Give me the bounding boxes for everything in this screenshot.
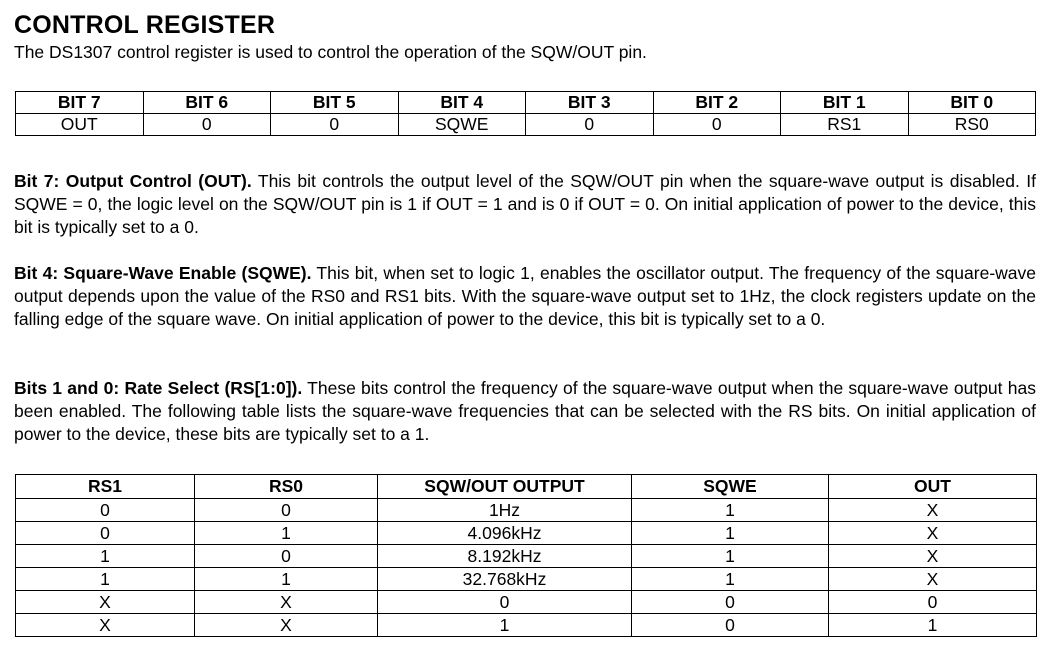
register-value-cell: 0 [271, 114, 399, 136]
register-value-cell: SQWE [398, 114, 526, 136]
register-header-cell: BIT 7 [16, 92, 144, 114]
rate-header-cell: OUT [829, 475, 1037, 499]
register-value-cell: 0 [653, 114, 781, 136]
table-row [16, 545, 1037, 568]
rate-cell-out: X [829, 499, 1037, 522]
rate-cell-output: 1Hz [378, 499, 632, 522]
rate-cell-rs0: X [195, 614, 378, 637]
rate-cell-rs0: 1 [195, 568, 378, 591]
register-header-cell: BIT 3 [526, 92, 654, 114]
section-title: CONTROL REGISTER [14, 11, 276, 39]
rate-cell-sqwe: 0 [632, 591, 829, 614]
rate-cell-sqwe: 1 [632, 545, 829, 568]
table-row [16, 568, 1037, 591]
rate-cell-out: X [829, 545, 1037, 568]
register-header-cell: BIT 2 [653, 92, 781, 114]
rate-cell-output: 1 [378, 614, 632, 637]
rate-cell-output: 8.192kHz [378, 545, 632, 568]
rate-cell-out: X [829, 568, 1037, 591]
rate-header-row [16, 475, 1037, 499]
rate-cell-rs0: 0 [195, 545, 378, 568]
paragraph-body: This bit, when set to logic 1, enables the oscillator output. The frequency of the square-wave output depends upon the value of the RS0 and RS1 bits. With the square-wave output set to 1Hz, the clock registers update on the falling edge of the square wave. On initial application of power to the device, this bit is typically set to a 0. [14, 263, 1036, 329]
rate-cell-rs1: X [16, 591, 195, 614]
rate-cell-out: X [829, 522, 1037, 545]
rate-cell-out: 1 [829, 614, 1037, 637]
register-header-cell: BIT 5 [271, 92, 399, 114]
rate-cell-rs1: 0 [16, 522, 195, 545]
paragraph-lead: Bit 7: Output Control (OUT). [14, 171, 252, 191]
register-value-cell: 0 [143, 114, 271, 136]
rate-cell-sqwe: 1 [632, 568, 829, 591]
rate-cell-rs0: X [195, 591, 378, 614]
rate-cell-sqwe: 1 [632, 522, 829, 545]
section-subtitle: The DS1307 control register is used to control the operation of the SQW/OUT pin. [14, 42, 647, 62]
rate-cell-rs1: 0 [16, 499, 195, 522]
rate-header-cell: SQW/OUT OUTPUT [378, 475, 632, 499]
table-row [16, 499, 1037, 522]
paragraph-output-control [14, 170, 1036, 239]
table-row [16, 591, 1037, 614]
rate-cell-output: 32.768kHz [378, 568, 632, 591]
register-bit-table [15, 91, 1036, 136]
register-header-cell: BIT 6 [143, 92, 271, 114]
table-row [16, 614, 1037, 637]
rate-cell-rs1: 1 [16, 568, 195, 591]
register-header-row [16, 92, 1036, 114]
rate-cell-rs1: 1 [16, 545, 195, 568]
rate-cell-rs1: X [16, 614, 195, 637]
rate-header-cell: RS0 [195, 475, 378, 499]
paragraph-square-wave-enable [14, 262, 1036, 331]
register-value-cell: OUT [16, 114, 144, 136]
rate-header-cell: RS1 [16, 475, 195, 499]
rate-cell-output: 4.096kHz [378, 522, 632, 545]
rate-cell-sqwe: 1 [632, 499, 829, 522]
rate-select-table [15, 474, 1037, 637]
paragraph-rate-select [14, 377, 1036, 446]
register-header-cell: BIT 4 [398, 92, 526, 114]
rate-cell-sqwe: 0 [632, 614, 829, 637]
rate-cell-rs0: 0 [195, 499, 378, 522]
paragraph-lead: Bits 1 and 0: Rate Select (RS[1:0]). [14, 378, 303, 398]
register-value-cell: 0 [526, 114, 654, 136]
register-header-cell: BIT 1 [781, 92, 909, 114]
rate-cell-output: 0 [378, 591, 632, 614]
rate-cell-rs0: 1 [195, 522, 378, 545]
rate-cell-out: 0 [829, 591, 1037, 614]
paragraph-body: These bits control the frequency of the square-wave output when the square-wave output has been enabled. The following table lists the square-wave frequencies that can be selected with the RS bits. On initial application of power to the device, these bits are typically set to a 1. [14, 378, 1036, 444]
paragraph-lead: Bit 4: Square-Wave Enable (SQWE). [14, 263, 312, 283]
paragraph-body: This bit controls the output level of the SQW/OUT pin when the square-wave output is disabled. If SQWE = 0, the logic level on the SQW/OUT pin is 1 if OUT = 1 and is 0 if OUT = 0. On initial application of power to the device, this bit is typically set to a 0. [14, 171, 1036, 237]
register-value-row [16, 114, 1036, 136]
register-header-cell: BIT 0 [908, 92, 1036, 114]
rate-header-cell: SQWE [632, 475, 829, 499]
register-value-cell: RS1 [781, 114, 909, 136]
table-row [16, 522, 1037, 545]
register-value-cell: RS0 [908, 114, 1036, 136]
